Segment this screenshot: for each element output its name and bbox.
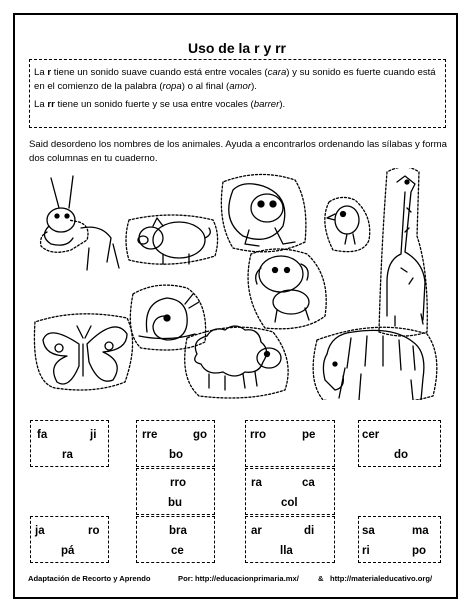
syllable-card (136, 468, 215, 515)
syllable: ji (90, 429, 97, 441)
syllable: bu (168, 497, 183, 509)
syllable: cer (362, 429, 380, 441)
syllable: go (193, 429, 208, 441)
syllable: ro (88, 525, 100, 537)
footer-credit: Adaptación de Recorto y Aprendo (28, 574, 151, 583)
syllable: fa (37, 429, 48, 441)
syllable-card (245, 420, 335, 467)
syllable: bo (169, 449, 184, 461)
example-word: barrer (253, 99, 280, 110)
syllable: pe (302, 429, 316, 441)
syllable: rre (142, 429, 158, 441)
syllable: ca (302, 477, 315, 489)
syllable: po (412, 545, 427, 557)
footer-ampersand: & (318, 574, 324, 583)
rule-text: ). (251, 81, 257, 92)
example-word: amor (229, 81, 252, 92)
syllable: do (394, 449, 409, 461)
rule-letter: r (47, 67, 52, 78)
syllable: ja (35, 525, 45, 537)
squirrel-illustration (221, 174, 306, 251)
syllable-card (30, 516, 109, 563)
giraffe-illustration (379, 168, 427, 336)
donkey-illustration (41, 176, 119, 270)
syllable-card (358, 516, 441, 563)
syllable-card (245, 516, 335, 563)
rule-text: tiene un sonido fuerte y se usa entre vocales ( (54, 99, 254, 110)
footer-por: Por: (178, 574, 194, 583)
syllable-card (245, 468, 335, 515)
syllable: ma (412, 525, 429, 537)
footer-link-educacionprimaria[interactable]: http://educacionprimaria.mx/ (195, 574, 299, 583)
footer (28, 574, 448, 588)
syllable: ce (171, 545, 184, 557)
syllable: lla (280, 545, 293, 557)
page-title: Uso de la r y rr (187, 40, 287, 56)
rule-text: ) y su sonido es fuerte cuando está en el comienzo de la palabra ( (34, 67, 436, 92)
sheep-illustration (185, 326, 288, 398)
syllable: rro (250, 429, 266, 441)
syllable: rro (170, 477, 186, 489)
pig-illustration (126, 215, 218, 264)
instructions: Said desordeno los nombres de los animales. Ayuda a encontrarlos ordenando las sílabas y forma dos columnas en tu cuaderno. (29, 139, 447, 164)
example-word: ropa (162, 81, 182, 92)
syllable-card (136, 420, 215, 467)
rule-rr-paragraph (34, 98, 441, 112)
example-word: cara (267, 67, 287, 78)
snail-illustration (130, 285, 205, 350)
syllable-card (30, 420, 109, 467)
butterfly-illustration (34, 314, 132, 390)
rule-text: tiene un sonido suave cuando está entre vocales ( (51, 67, 268, 78)
zebra-illustration (313, 327, 437, 400)
syllable: ra (251, 477, 262, 489)
rule-r-paragraph (34, 66, 441, 94)
rule-text: ) o al final ( (181, 81, 230, 92)
animal-illustrations (29, 168, 449, 400)
syllable: sa (362, 525, 375, 537)
dog-illustration (248, 249, 326, 329)
footer-link-materialeducativo[interactable]: http://materialeducativo.org/ (330, 574, 433, 583)
rule-text: La (34, 99, 48, 110)
bird-illustration (325, 197, 370, 251)
syllable: pá (61, 545, 75, 557)
rule-text: La (34, 67, 48, 78)
syllable: ri (362, 545, 370, 557)
syllable-card (136, 516, 215, 563)
rule-text: ). (279, 99, 286, 110)
syllable: col (281, 497, 298, 509)
rule-box (29, 59, 446, 128)
syllable: di (304, 525, 315, 537)
rule-letter: rr (47, 99, 55, 110)
syllable: ra (62, 449, 73, 461)
syllable: ar (251, 525, 262, 537)
syllable: bra (169, 525, 187, 537)
syllable-card (358, 420, 441, 467)
